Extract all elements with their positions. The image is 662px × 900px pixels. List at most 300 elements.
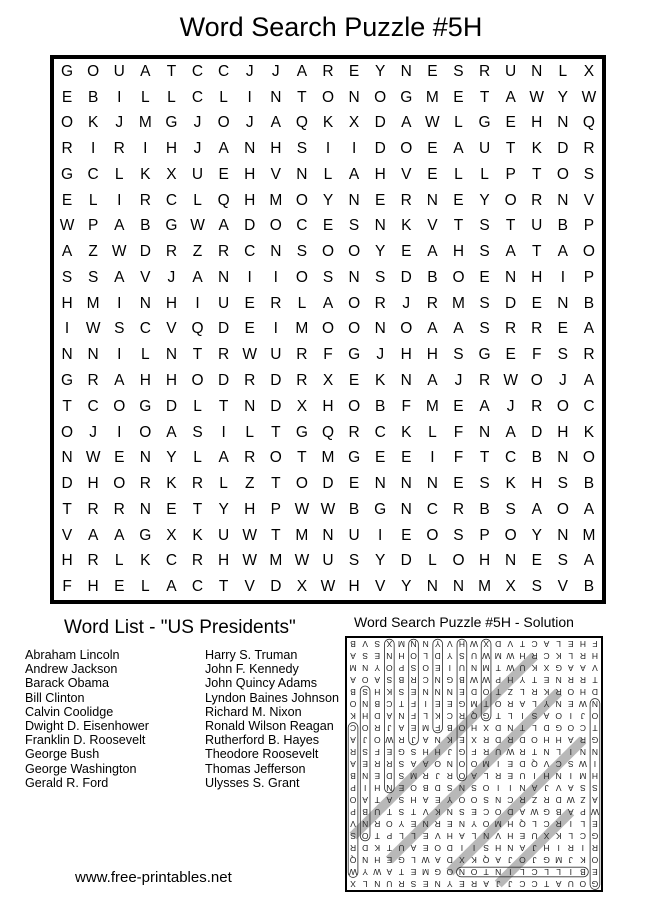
grid-letter: R bbox=[505, 320, 517, 338]
grid-letter: U bbox=[505, 62, 517, 80]
grid-letter: R bbox=[87, 552, 99, 570]
solution-letter: S bbox=[410, 663, 417, 673]
grid-letter: E bbox=[218, 165, 229, 183]
puzzle-grid bbox=[50, 55, 606, 604]
solution-letter: O bbox=[579, 879, 587, 889]
solution-letter: A bbox=[555, 879, 562, 889]
grid-letter: O bbox=[400, 320, 413, 338]
solution-letter: S bbox=[362, 687, 368, 697]
solution-letter: H bbox=[374, 687, 381, 697]
grid-letter: U bbox=[218, 526, 230, 544]
grid-letter: H bbox=[218, 552, 230, 570]
grid-letter: R bbox=[61, 140, 73, 158]
solution-letter: B bbox=[374, 699, 381, 709]
solution-letter: E bbox=[434, 795, 441, 805]
solution-letter: N bbox=[591, 747, 599, 757]
solution-letter: L bbox=[544, 867, 549, 877]
grid-letter: R bbox=[113, 140, 125, 158]
solution-letter: D bbox=[495, 735, 502, 745]
grid-letter: K bbox=[505, 475, 516, 493]
grid-letter: N bbox=[348, 268, 360, 286]
grid-letter: J bbox=[506, 397, 515, 415]
grid-letter: U bbox=[322, 552, 334, 570]
grid-letter: S bbox=[557, 475, 569, 493]
solution-letter: O bbox=[458, 759, 466, 769]
grid-letter: K bbox=[583, 423, 595, 441]
solution-letter: L bbox=[580, 819, 586, 829]
solution-letter: R bbox=[483, 747, 490, 757]
grid-letter: P bbox=[583, 268, 595, 286]
solution-letter: C bbox=[519, 879, 526, 889]
solution-letter: H bbox=[543, 771, 550, 781]
grid-letter: W bbox=[320, 500, 336, 518]
grid-letter: A bbox=[114, 372, 125, 390]
solution-letter: G bbox=[555, 723, 562, 733]
solution-letter: D bbox=[591, 687, 599, 697]
solution-letter: E bbox=[398, 783, 405, 793]
solution-letter: Y bbox=[543, 699, 550, 709]
solution-letter: M bbox=[409, 771, 418, 781]
solution-letter: S bbox=[567, 759, 574, 769]
grid-letter: V bbox=[427, 217, 438, 235]
grid-letter: J bbox=[115, 114, 124, 132]
solution-letter: D bbox=[519, 735, 526, 745]
solution-letter: V bbox=[592, 663, 598, 673]
solution-letter: R bbox=[531, 687, 538, 697]
solution-letter: A bbox=[567, 807, 574, 817]
solution-letter: R bbox=[386, 759, 393, 769]
grid-letter: U bbox=[270, 346, 282, 364]
solution-letter: E bbox=[386, 855, 393, 865]
solution-letter: H bbox=[398, 651, 405, 661]
grid-letter: E bbox=[322, 217, 334, 235]
solution-letter: O bbox=[410, 651, 417, 661]
grid-letter: E bbox=[61, 191, 73, 209]
grid-letter: X bbox=[166, 526, 177, 544]
grid-letter: T bbox=[218, 578, 229, 596]
grid-letter: Q bbox=[217, 191, 230, 209]
grid-letter: H bbox=[557, 423, 569, 441]
solution-letter: R bbox=[434, 819, 441, 829]
solution-letter: W bbox=[470, 639, 479, 649]
solution-letter: C bbox=[531, 867, 538, 877]
solution-letter: M bbox=[494, 651, 502, 661]
grid-letter: I bbox=[247, 268, 252, 286]
solution-letter: G bbox=[434, 867, 442, 877]
grid-letter: C bbox=[505, 449, 517, 467]
grid-letter: N bbox=[557, 526, 569, 544]
grid-letter: O bbox=[295, 268, 308, 286]
grid-letter: X bbox=[583, 62, 595, 80]
solution-letter: A bbox=[422, 735, 429, 745]
solution-letter: T bbox=[592, 675, 598, 685]
solution-letter: O bbox=[458, 771, 466, 781]
grid-letter: U bbox=[478, 140, 491, 158]
grid-letter: C bbox=[244, 243, 256, 261]
grid-letter: J bbox=[402, 294, 411, 312]
grid-letter: B bbox=[427, 268, 438, 286]
grid-letter: G bbox=[348, 449, 361, 467]
grid-letter: O bbox=[452, 268, 465, 286]
grid-letter: E bbox=[401, 526, 412, 544]
solution-letter: V bbox=[362, 639, 368, 649]
solution-letter: J bbox=[532, 855, 537, 865]
solution-letter: T bbox=[386, 843, 392, 853]
solution-letter: K bbox=[446, 735, 453, 745]
solution-letter: G bbox=[591, 735, 599, 745]
grid-letter: H bbox=[426, 346, 438, 364]
solution-letter: V bbox=[507, 639, 514, 649]
word-list-item: Barack Obama bbox=[25, 676, 109, 691]
solution-letter: O bbox=[446, 867, 454, 877]
grid-letter: I bbox=[90, 140, 96, 158]
solution-letter: Z bbox=[531, 795, 538, 805]
grid-letter: T bbox=[479, 88, 490, 106]
grid-letter: Y bbox=[531, 526, 542, 544]
grid-letter: H bbox=[61, 552, 73, 570]
solution-letter: U bbox=[567, 879, 574, 889]
solution-letter: E bbox=[410, 723, 417, 733]
solution-letter: F bbox=[592, 639, 598, 649]
solution-letter: M bbox=[397, 639, 405, 649]
solution-letter: N bbox=[434, 687, 441, 697]
solution-letter: R bbox=[519, 795, 526, 805]
grid-letter: A bbox=[114, 526, 125, 544]
grid-letter: N bbox=[244, 397, 256, 415]
grid-letter: N bbox=[244, 140, 256, 158]
solution-letter: N bbox=[470, 663, 478, 673]
grid-letter: R bbox=[244, 449, 256, 467]
solution-letter: O bbox=[494, 699, 502, 709]
solution-letter: O bbox=[349, 699, 357, 709]
grid-letter: C bbox=[165, 191, 178, 209]
solution-letter: J bbox=[363, 735, 368, 745]
grid-letter: R bbox=[296, 346, 308, 364]
solution-letter: M bbox=[494, 819, 502, 829]
grid-letter: N bbox=[348, 191, 360, 209]
word-list-item: Lyndon Baines Johnson bbox=[205, 690, 339, 705]
grid-letter: R bbox=[218, 243, 230, 261]
grid-letter: C bbox=[87, 397, 99, 415]
solution-letter: T bbox=[519, 723, 525, 733]
solution-letter: A bbox=[471, 771, 477, 781]
solution-letter: X bbox=[350, 879, 356, 889]
solution-letter: I bbox=[581, 843, 585, 853]
solution-letter: A bbox=[350, 735, 356, 745]
grid-letter: D bbox=[270, 578, 282, 596]
grid-letter: R bbox=[165, 243, 178, 261]
grid-letter: S bbox=[87, 268, 99, 286]
grid-letter: L bbox=[193, 397, 202, 415]
grid-letter: U bbox=[348, 526, 360, 544]
grid-letter: V bbox=[270, 165, 281, 183]
grid-letter: G bbox=[374, 500, 387, 518]
solution-letter: O bbox=[386, 819, 393, 829]
grid-letter: N bbox=[557, 114, 569, 132]
solution-letter: K bbox=[555, 831, 562, 841]
grid-letter: A bbox=[401, 114, 412, 132]
grid-letter: W bbox=[85, 449, 101, 467]
solution-letter: G bbox=[398, 855, 405, 865]
grid-letter: M bbox=[295, 526, 309, 544]
grid-letter: B bbox=[479, 500, 490, 518]
grid-letter: S bbox=[583, 165, 595, 183]
solution-letter: U bbox=[519, 771, 526, 781]
solution-letter: S bbox=[471, 783, 477, 793]
solution-letter: Z bbox=[580, 795, 586, 805]
solution-letter: Q bbox=[470, 711, 478, 721]
grid-letter: A bbox=[479, 397, 490, 415]
solution-letter: W bbox=[506, 663, 515, 673]
solution-letter: K bbox=[386, 687, 393, 697]
solution-letter: F bbox=[410, 711, 417, 721]
solution-letter: R bbox=[398, 735, 405, 745]
solution-letter: S bbox=[398, 771, 405, 781]
solution-letter: V bbox=[422, 807, 429, 817]
solution-letter: T bbox=[592, 723, 598, 733]
solution-letter: X bbox=[471, 735, 477, 745]
solution-letter: E bbox=[459, 687, 465, 697]
solution-letter: Q bbox=[349, 855, 357, 865]
solution-letter: I bbox=[472, 843, 476, 853]
grid-letter: S bbox=[322, 268, 334, 286]
grid-letter: A bbox=[505, 423, 516, 441]
solution-letter: T bbox=[495, 687, 501, 697]
grid-letter: K bbox=[322, 114, 334, 132]
solution-letter: P bbox=[580, 807, 586, 817]
solution-letter: A bbox=[592, 795, 598, 805]
solution-letter: E bbox=[519, 831, 526, 841]
grid-letter: O bbox=[269, 449, 282, 467]
solution-letter: C bbox=[531, 639, 538, 649]
word-list-column-2 bbox=[205, 648, 339, 790]
grid-letter: E bbox=[531, 294, 542, 312]
solution-letter: K bbox=[471, 855, 477, 865]
grid-letter: F bbox=[532, 346, 542, 364]
solution-letter: L bbox=[411, 831, 416, 841]
grid-letter: J bbox=[89, 423, 98, 441]
grid-letter: A bbox=[218, 217, 229, 235]
grid-letter: X bbox=[322, 372, 334, 390]
grid-letter: N bbox=[557, 294, 569, 312]
footer-website: www.free-printables.net bbox=[75, 869, 232, 886]
grid-letter: R bbox=[87, 372, 99, 390]
solution-letter: S bbox=[483, 795, 489, 805]
grid-letter: B bbox=[531, 449, 542, 467]
solution-letter: O bbox=[567, 723, 575, 733]
grid-letter: S bbox=[557, 346, 569, 364]
grid-letter: C bbox=[165, 552, 178, 570]
solution-letter: L bbox=[568, 831, 574, 841]
grid-letter: H bbox=[244, 500, 256, 518]
solution-letter: A bbox=[519, 699, 526, 709]
solution-letter: L bbox=[532, 819, 537, 829]
grid-letter: H bbox=[374, 165, 386, 183]
solution-letter: V bbox=[495, 831, 502, 841]
grid-letter: S bbox=[479, 243, 490, 261]
solution-letter: R bbox=[350, 843, 357, 853]
grid-letter: D bbox=[139, 243, 151, 261]
grid-letter: K bbox=[401, 423, 412, 441]
solution-letter: W bbox=[578, 699, 587, 709]
solution-letter: U bbox=[531, 831, 538, 841]
grid-letter: A bbox=[531, 500, 542, 518]
solution-letter: Y bbox=[398, 819, 405, 829]
grid-letter: K bbox=[87, 114, 99, 132]
solution-letter: H bbox=[543, 735, 550, 745]
grid-letter: E bbox=[453, 475, 464, 493]
solution-letter: M bbox=[422, 867, 430, 877]
solution-letter: W bbox=[385, 735, 394, 745]
grid-letter: Y bbox=[375, 552, 386, 570]
grid-letter: E bbox=[453, 88, 464, 106]
grid-letter: W bbox=[59, 217, 75, 235]
solution-letter: M bbox=[482, 759, 490, 769]
solution-letter: Y bbox=[446, 879, 453, 889]
solution-letter: F bbox=[435, 723, 441, 733]
solution-letter: D bbox=[507, 807, 514, 817]
grid-letter: T bbox=[271, 526, 281, 544]
grid-letter: H bbox=[400, 346, 412, 364]
grid-letter: K bbox=[531, 140, 542, 158]
solution-letter: H bbox=[362, 711, 369, 721]
solution-letter: J bbox=[508, 855, 513, 865]
solution-letter: E bbox=[422, 831, 429, 841]
word-list-item: Richard M. Nixon bbox=[205, 704, 302, 719]
solution-letter: L bbox=[520, 867, 525, 877]
grid-letter: D bbox=[374, 114, 386, 132]
solution-letter: S bbox=[592, 783, 598, 793]
solution-letter: N bbox=[410, 639, 417, 649]
solution-letter: N bbox=[434, 735, 441, 745]
solution-letter: R bbox=[555, 819, 562, 829]
solution-letter: O bbox=[519, 855, 526, 865]
word-list-title: Word List - "US Presidents" bbox=[64, 617, 296, 638]
solution-letter: R bbox=[374, 759, 381, 769]
grid-letter: I bbox=[325, 140, 331, 158]
grid-letter: W bbox=[242, 526, 258, 544]
solution-letter: N bbox=[555, 699, 562, 709]
solution-letter: Y bbox=[434, 639, 441, 649]
solution-letter: V bbox=[446, 639, 453, 649]
solution-letter: N bbox=[519, 783, 526, 793]
solution-letter: Q bbox=[519, 819, 526, 829]
grid-letter: C bbox=[87, 165, 99, 183]
solution-letter: Y bbox=[362, 867, 368, 877]
solution-letter: R bbox=[507, 699, 514, 709]
grid-letter: N bbox=[139, 294, 151, 312]
solution-letter: H bbox=[507, 819, 514, 829]
solution-letter: C bbox=[386, 699, 393, 709]
solution-letter: U bbox=[458, 663, 465, 673]
grid-letter: R bbox=[478, 62, 491, 80]
solution-letter: C bbox=[555, 759, 562, 769]
solution-letter: J bbox=[387, 723, 392, 733]
grid-letter: J bbox=[558, 372, 567, 390]
solution-letter: O bbox=[458, 795, 466, 805]
solution-letter: K bbox=[350, 711, 356, 721]
solution-letter: T bbox=[495, 663, 501, 673]
solution-letter: U bbox=[495, 747, 502, 757]
solution-letter: W bbox=[482, 675, 491, 685]
solution-letter: B bbox=[422, 783, 429, 793]
grid-letter: A bbox=[583, 552, 595, 570]
solution-letter: H bbox=[519, 651, 526, 661]
grid-letter: F bbox=[401, 397, 412, 415]
solution-letter: X bbox=[386, 639, 393, 649]
grid-letter: N bbox=[478, 423, 491, 441]
grid-letter: I bbox=[143, 140, 148, 158]
solution-letter: T bbox=[495, 711, 501, 721]
grid-letter: M bbox=[269, 552, 283, 570]
grid-letter: A bbox=[166, 423, 177, 441]
word-list-item: Bill Clinton bbox=[25, 690, 85, 705]
grid-letter: T bbox=[297, 449, 307, 467]
solution-letter: K bbox=[374, 843, 381, 853]
grid-letter: X bbox=[348, 114, 360, 132]
grid-letter: Z bbox=[192, 243, 203, 261]
grid-letter: Y bbox=[557, 88, 569, 106]
grid-letter: R bbox=[583, 140, 595, 158]
grid-letter: H bbox=[244, 191, 256, 209]
solution-letter: Y bbox=[519, 675, 526, 685]
highlight-vertical-6 bbox=[457, 639, 467, 781]
grid-letter: R bbox=[218, 346, 230, 364]
solution-letter: J bbox=[508, 879, 513, 889]
grid-letter: S bbox=[114, 320, 125, 338]
solution-letter: X bbox=[543, 831, 550, 841]
solution-letter: G bbox=[398, 747, 405, 757]
grid-letter: L bbox=[114, 552, 124, 570]
solution-letter: P bbox=[350, 807, 356, 817]
solution-letter: G bbox=[543, 855, 550, 865]
grid-letter: E bbox=[453, 397, 464, 415]
solution-letter: N bbox=[458, 867, 465, 877]
grid-letter: N bbox=[374, 320, 386, 338]
solution-letter: L bbox=[556, 867, 562, 877]
grid-letter: B bbox=[348, 500, 360, 518]
solution-letter: E bbox=[471, 807, 477, 817]
grid-letter: S bbox=[531, 578, 542, 596]
solution-letter: N bbox=[398, 711, 405, 721]
grid-letter: T bbox=[62, 500, 72, 518]
grid-letter: V bbox=[557, 578, 569, 596]
grid-letter: B bbox=[557, 217, 569, 235]
grid-letter: L bbox=[245, 423, 255, 441]
grid-letter: K bbox=[192, 526, 203, 544]
solution-letter: A bbox=[483, 879, 489, 889]
solution-letter: G bbox=[591, 831, 599, 841]
solution-highlights bbox=[347, 638, 601, 890]
solution-letter: E bbox=[507, 771, 514, 781]
grid-letter: W bbox=[190, 217, 205, 235]
solution-letter: R bbox=[591, 843, 599, 853]
solution-letter: K bbox=[434, 711, 441, 721]
grid-letter: E bbox=[61, 88, 73, 106]
grid-letter: O bbox=[113, 397, 126, 415]
grid-letter: E bbox=[453, 191, 464, 209]
grid-letter: P bbox=[583, 217, 595, 235]
solution-letter: A bbox=[374, 675, 381, 685]
solution-letter: S bbox=[483, 843, 489, 853]
grid-letter: R bbox=[191, 552, 204, 570]
grid-letter: F bbox=[453, 423, 464, 441]
grid-letter: S bbox=[453, 526, 464, 544]
solution-letter: X bbox=[543, 663, 550, 673]
grid-letter: G bbox=[61, 372, 74, 390]
solution-letter: A bbox=[350, 651, 356, 661]
solution-letter: H bbox=[591, 651, 599, 661]
